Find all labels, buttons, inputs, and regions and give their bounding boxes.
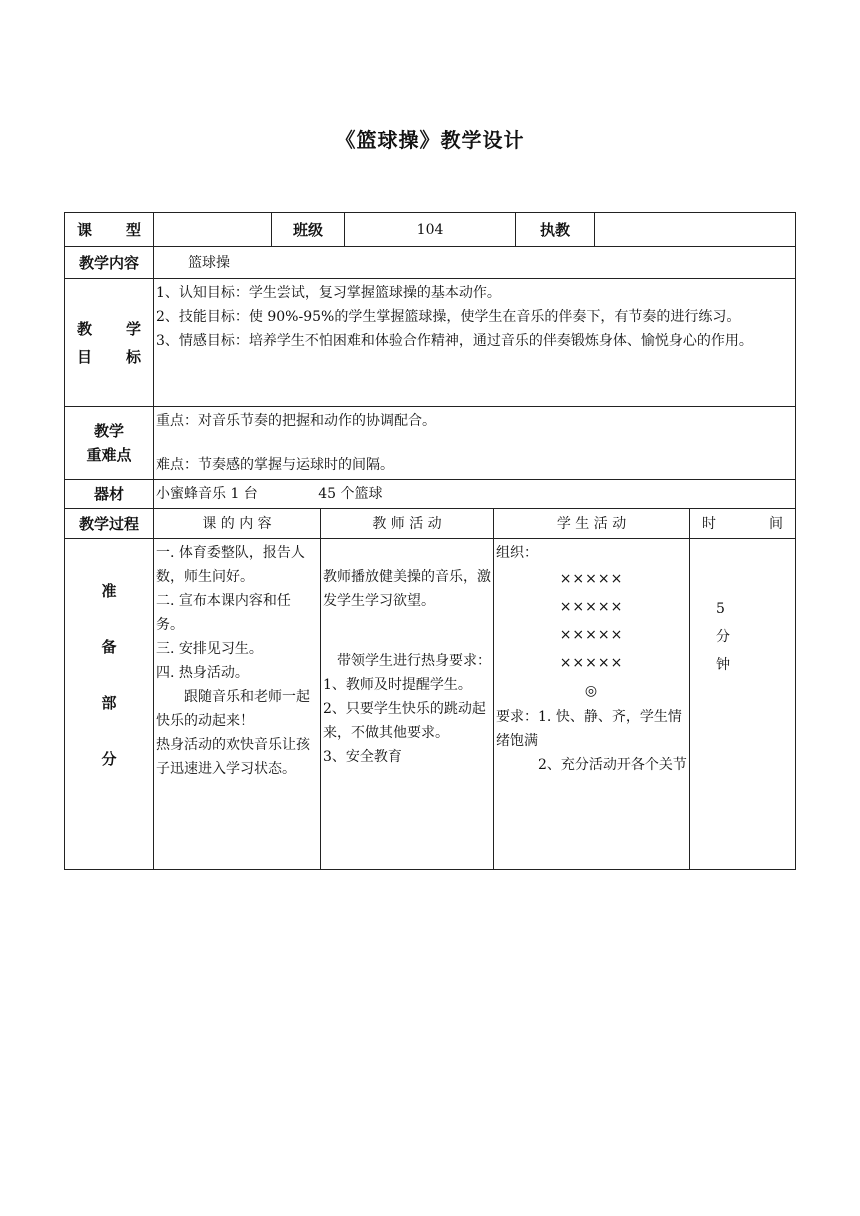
goal-item-3: 3、情感目标：培养学生不怕困难和体验合作精神，通过音乐的伴奏锻炼身体、愉悦身心的作用。: [156, 333, 753, 349]
prep-content-line: 三. 安排见习生。: [156, 641, 263, 657]
prep-content-line: 四. 热身活动。: [156, 665, 249, 681]
class-label: 班级: [272, 213, 345, 247]
lesson-plan-table: [64, 212, 796, 870]
goals-label-cell: [65, 279, 154, 407]
prep-time-2: 分: [716, 629, 731, 645]
prep-student-cell: [494, 539, 690, 870]
prep-teacher-line: 1、教师及时提醒学生。: [323, 677, 472, 693]
goals-label-3: 目: [77, 347, 93, 366]
prep-time-3: 钟: [716, 657, 731, 673]
equipment-value: 小蜜蜂音乐 1 台 45 个篮球: [154, 480, 796, 509]
time-header-2: 间: [769, 515, 784, 532]
prep-char-2: 备: [101, 638, 117, 656]
content-value: 篮球操: [154, 247, 796, 279]
content-header: 课 的 内 容: [154, 509, 321, 539]
prep-time-cell: [690, 539, 796, 870]
type-label-1: 课: [77, 220, 93, 239]
formation-row: ×××××: [559, 571, 624, 587]
goal-item-1: 1、认知目标：学生尝试，复习掌握篮球操的基本动作。: [156, 285, 501, 301]
type-label-cell: [65, 213, 154, 247]
prep-teacher-line: 3、安全教育: [323, 749, 402, 765]
prep-teacher-line: 教师播放健美操的音乐，激发学生学习欲望。: [323, 569, 491, 609]
formation-row: ×××××: [559, 599, 624, 615]
prep-teacher-line: 带领学生进行热身要求：: [323, 653, 491, 669]
goal-item-2: 2、技能目标：使 90%-95%的学生掌握篮球操，使学生在音乐的伴奏下，有节奏的进行练习。: [156, 309, 741, 325]
prep-content-line: 热身活动的欢快音乐让孩子迅速进入学习状态。: [156, 737, 310, 777]
difficult-point: 难点：节奏感的掌握与运球时的间隔。: [156, 457, 394, 473]
prep-char-4: 分: [101, 750, 117, 768]
prep-content-cell: [154, 539, 321, 870]
student-requirement-1: 要求：1. 快、静、齐，学生情绪饱满: [496, 709, 682, 749]
keypoints-label-1: 教学: [93, 422, 124, 440]
prep-section-cell: [65, 539, 154, 870]
prep-time-1: 5: [716, 601, 725, 617]
key-point: 重点：对音乐节奏的把握和动作的协调配合。: [156, 413, 436, 429]
teacher-value: [595, 213, 796, 247]
keypoints-label-cell: [65, 407, 154, 480]
time-header-1: 时: [702, 515, 717, 532]
process-label: 教学过程: [65, 509, 154, 539]
student-org: 组织：: [496, 545, 539, 561]
teacher-position-icon: ◎: [584, 683, 599, 699]
prep-teacher-line: 2、只要学生快乐的跳动起来，不做其他要求。: [323, 701, 486, 741]
student-header: 学 生 活 动: [494, 509, 690, 539]
type-label-2: 型: [125, 220, 141, 239]
time-header-cell: [690, 509, 796, 539]
prep-content-line: 二. 宣布本课内容和任务。: [156, 593, 291, 633]
keypoints-label-2: 重难点: [86, 446, 132, 464]
formation-row: ×××××: [559, 655, 624, 671]
teacher-header: 教 师 活 动: [321, 509, 494, 539]
formation-row: ×××××: [559, 627, 624, 643]
goals-label-4: 标: [125, 347, 141, 366]
page-title: 《篮球操》教学设计: [335, 128, 525, 152]
teacher-label: 执教: [516, 213, 595, 247]
student-requirement-2: 2、充分活动开各个关节: [496, 757, 687, 773]
goals-label-2: 学: [125, 319, 141, 338]
goals-label-1: 教: [77, 319, 93, 338]
class-value: 104: [345, 213, 516, 247]
content-label: 教学内容: [65, 247, 154, 279]
prep-teacher-cell: [321, 539, 494, 870]
type-value: [154, 213, 272, 247]
equipment-label: 器材: [65, 480, 154, 509]
prep-char-1: 准: [101, 582, 117, 600]
prep-char-3: 部: [101, 694, 117, 712]
prep-content-line: 跟随音乐和老师一起快乐的动起来！: [156, 689, 310, 729]
prep-content-line: 一. 体育委整队，报告人数，师生问好。: [156, 545, 305, 585]
